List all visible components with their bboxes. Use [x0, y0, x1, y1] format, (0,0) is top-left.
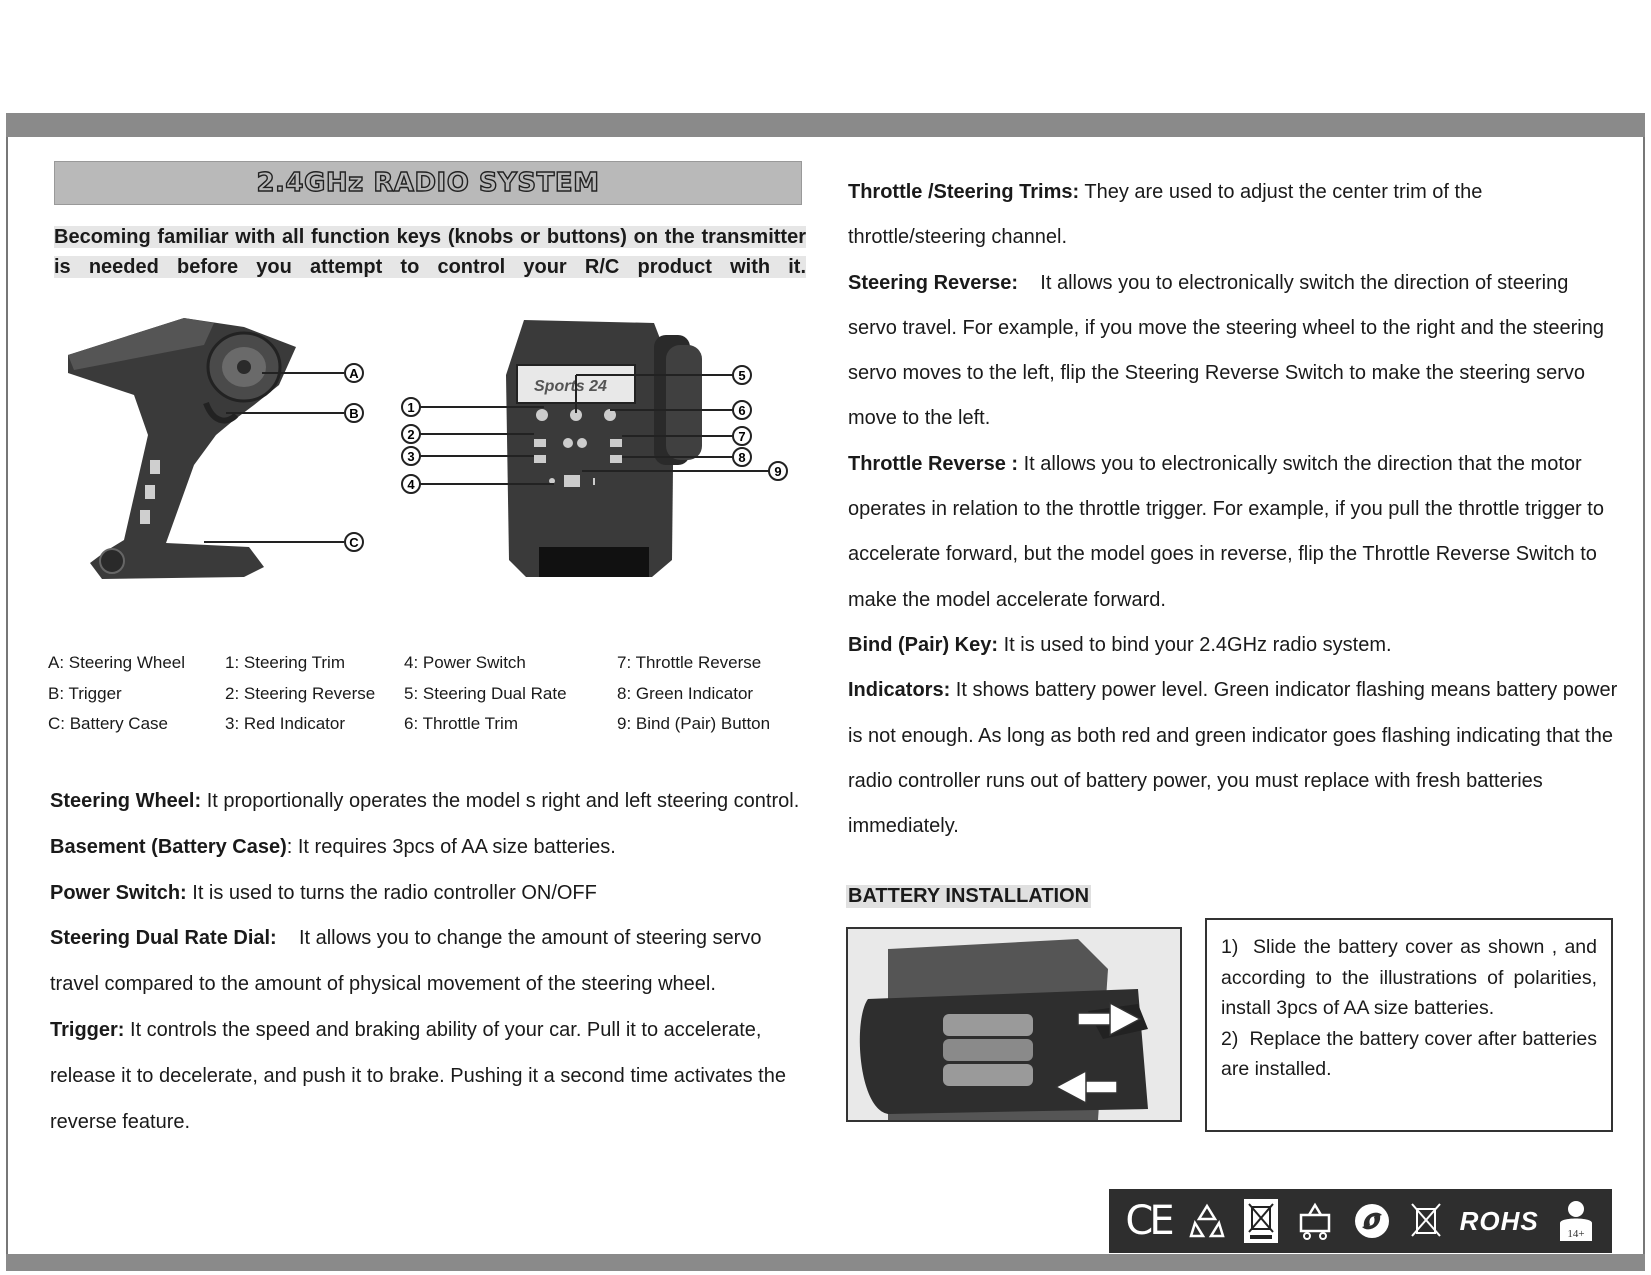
callout-8 [733, 448, 751, 466]
cart-icon [1295, 1201, 1335, 1241]
legend-item: 1: Steering Trim [225, 653, 345, 672]
transmitter-front-view [506, 320, 702, 577]
transmitter-side-view [68, 318, 344, 579]
rohs-mark: ROHS [1459, 1205, 1539, 1236]
battery-compartment-illustration [848, 929, 1180, 1120]
crossed-bin-icon [1409, 1201, 1443, 1241]
left-descriptions [50, 779, 810, 1145]
desc-throttle-reverse: Throttle Reverse : It allows you to electronically switch the direction that the motor operates in relation to the throttle trigger. For example, if you pull the throttle trigger to accelerate forward, but the model goes in reverse, flip the Throttle Reverse Switch to make the model accelerate forward. [848, 452, 1604, 611]
legend-col-2 [225, 648, 375, 740]
legend-item: 6: Throttle Trim [404, 714, 518, 733]
intro-text: Becoming familiar with all function keys (knobs or buttons) on the transmitter is needed before you attempt to control your R/C product with it. [54, 226, 806, 278]
callout-9 [769, 462, 787, 480]
callout-7 [733, 427, 751, 445]
legend-item: 3: Red Indicator [225, 714, 346, 733]
legend-item: 2: Steering Reverse [225, 683, 376, 703]
battery-step-2: 2) Replace the battery cover after batteries are installed. [1221, 1027, 1603, 1080]
ce-mark-icon: CE [1125, 1198, 1171, 1244]
svg-text:6: 6 [738, 403, 746, 418]
legend-item: 7: Throttle Reverse [617, 653, 762, 672]
callout-C [345, 533, 363, 551]
legend-item: B: Trigger [48, 683, 122, 703]
legend-item: 8: Green Indicator [617, 683, 754, 703]
battery-photo [846, 927, 1182, 1122]
battery-heading: BATTERY INSTALLATION [848, 885, 1090, 907]
svg-text:14+: 14+ [1566, 1228, 1585, 1240]
section-title: 2.4GHz RADIO SYSTEM [256, 168, 600, 198]
legend-col-3 [404, 648, 567, 740]
callout-3 [402, 447, 420, 465]
transmitter-illustration [54, 315, 814, 615]
svg-text:A: A [349, 366, 359, 381]
svg-text:7: 7 [738, 429, 746, 444]
svg-text:5: 5 [738, 368, 746, 383]
legend-item: 4: Power Switch [404, 653, 526, 672]
legend-item: A: Steering Wheel [48, 653, 186, 672]
bottom-band [6, 1254, 1645, 1271]
legend-item: 9: Bind (Pair) Button [617, 714, 771, 733]
legend-item: 5: Steering Dual Rate [404, 683, 567, 703]
legend-col-4 [617, 648, 770, 740]
desc-trigger: Trigger: It controls the speed and braking ability of your car. Pull it to accelerate, release it to decelerate, and push it to brake. Pushing it a second time activates the reverse feature. [50, 1018, 786, 1133]
svg-text:B: B [349, 406, 359, 421]
legend-item: C: Battery Case [48, 714, 168, 733]
callout-4 [402, 475, 420, 493]
svg-text:4: 4 [407, 477, 415, 492]
battery-steps [1205, 918, 1613, 1132]
svg-text:1: 1 [407, 400, 415, 415]
callout-6 [733, 401, 751, 419]
desc-battery-case: Basement (Battery Case): It requires 3pcs of AA size batteries. [50, 835, 616, 858]
top-band [6, 113, 1645, 137]
age-14-plus-icon [1556, 1199, 1596, 1243]
callout-5 [733, 366, 751, 384]
desc-steering-reverse: Steering Reverse: It allows you to electronically switch the direction of steering servo travel. For example, if you move the steering wheel to the right and the steering servo moves to the left, flip the Steering Reverse Switch to make the steering servo move to the left. [848, 271, 1610, 430]
recycle-icon [1187, 1201, 1227, 1241]
desc-dual-rate: Steering Dual Rate Dial: It allows you to change the amount of steering servo travel compared to the amount of physical movement of the steering wheel. [50, 927, 767, 996]
callout-B [345, 404, 363, 422]
svg-text:8: 8 [738, 450, 746, 465]
callout-A [345, 364, 363, 382]
svg-text:C: C [349, 535, 359, 550]
desc-trims: Throttle /Steering Trims: They are used to adjust the center trim of the throttle/steering channel. [848, 181, 1483, 249]
legend-col-1 [48, 648, 185, 740]
eco-swirl-icon [1352, 1201, 1392, 1241]
certification-bar [1109, 1189, 1612, 1253]
svg-text:9: 9 [774, 464, 782, 479]
transmitter-brand-label: Sports 24 [534, 378, 607, 395]
callout-1 [402, 398, 420, 416]
desc-bind-key: Bind (Pair) Key: It is used to bind your 2.4GHz radio system. [848, 633, 1392, 656]
svg-text:2: 2 [407, 427, 415, 442]
desc-steering-wheel: Steering Wheel: It proportionally operates the model s right and left steering control. [50, 790, 800, 812]
svg-text:3: 3 [407, 449, 415, 464]
desc-indicators: Indicators: It shows battery power level. Green indicator flashing means battery power is not enough. As long as both red and green indicator goes flashing indicating that the radio controller runs out of battery power, you must replace with fresh batteries immediately. [848, 679, 1618, 838]
battery-step-1: 1) Slide the battery cover as shown , and according to the illustrations of polarities, install 3pcs of AA size batteries. [1221, 936, 1603, 1019]
callout-2 [402, 425, 420, 443]
section-title-bar [54, 161, 802, 205]
desc-power-switch: Power Switch: It is used to turns the radio controller ON/OFF [50, 881, 597, 904]
right-descriptions [848, 170, 1618, 849]
weee-bin-icon [1244, 1199, 1278, 1243]
